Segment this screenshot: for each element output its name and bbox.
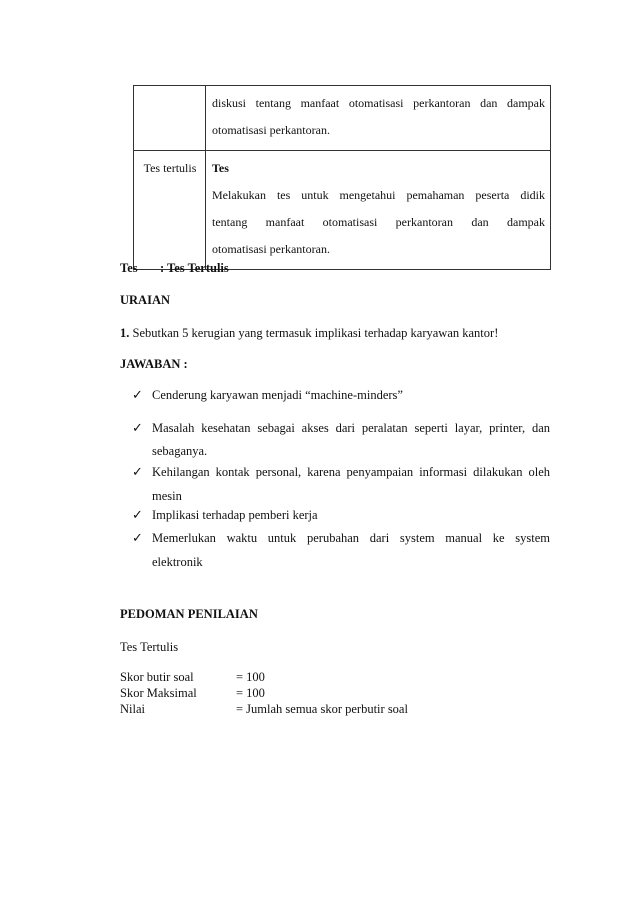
checkmark-icon: ✓	[132, 530, 143, 545]
jawaban-heading: JAWABAN :	[120, 357, 188, 371]
tes-label: Tes	[120, 261, 138, 275]
table-cell-technique: Tes tertulis	[134, 151, 206, 270]
uraian-heading: URAIAN	[120, 293, 170, 307]
table-row	[134, 151, 551, 270]
assessment-table	[133, 85, 551, 270]
table-text-line: tentang manfaat otomatisasi perkantoran dan dampak	[212, 215, 545, 229]
table-cell-technique	[134, 86, 206, 151]
checkmark-icon: ✓	[132, 387, 143, 402]
table-text-line: diskusi tentang manfaat otomatisasi perkantoran dan dampak	[212, 96, 545, 110]
score-label: Nilai	[120, 702, 145, 716]
table-row	[134, 86, 551, 151]
question	[120, 326, 498, 341]
score-label: Skor Maksimal	[120, 686, 197, 700]
answer-item-2-cont: sebaganya.	[152, 444, 208, 458]
answer-item-3-cont: mesin	[152, 489, 182, 503]
table-text-line: otomatisasi perkantoran.	[212, 242, 330, 256]
table-text-line: Melakukan tes untuk mengetahui pemahaman peserta didik	[212, 188, 545, 202]
table-cell-description	[206, 151, 551, 270]
question-text: Sebutkan 5 kerugian yang termasuk implikasi terhadap karyawan kantor!	[132, 326, 499, 340]
answer-item-5: Memerlukan waktu untuk perubahan dari system manual ke system	[152, 531, 550, 545]
tes-value: : Tes Tertulis	[160, 261, 229, 275]
score-value: = 100	[236, 686, 265, 700]
score-value: = Jumlah semua skor perbutir soal	[236, 702, 408, 716]
answer-item-5-cont: elektronik	[152, 555, 203, 569]
score-label: Skor butir soal	[120, 670, 194, 684]
table-cell-description	[206, 86, 551, 151]
score-value: = 100	[236, 670, 265, 684]
checkmark-icon: ✓	[132, 507, 143, 522]
answer-item-2: Masalah kesehatan sebagai akses dari peralatan seperti layar, printer, dan	[152, 421, 550, 435]
table-text-line: otomatisasi perkantoran.	[212, 123, 330, 137]
tes-tertulis-label: Tes Tertulis	[120, 640, 179, 654]
answer-item-1: Cenderung karyawan menjadi “machine-minders”	[152, 388, 403, 402]
question-number: 1.	[120, 326, 130, 340]
pedoman-heading: PEDOMAN PENILAIAN	[120, 607, 258, 621]
checkmark-icon: ✓	[132, 464, 143, 479]
answer-item-3: Kehilangan kontak personal, karena penyampaian informasi dilakukan oleh	[152, 465, 550, 479]
table-cell-heading: Tes	[212, 161, 229, 175]
answer-item-4: Implikasi terhadap pemberi kerja	[152, 508, 318, 522]
checkmark-icon: ✓	[132, 420, 143, 435]
